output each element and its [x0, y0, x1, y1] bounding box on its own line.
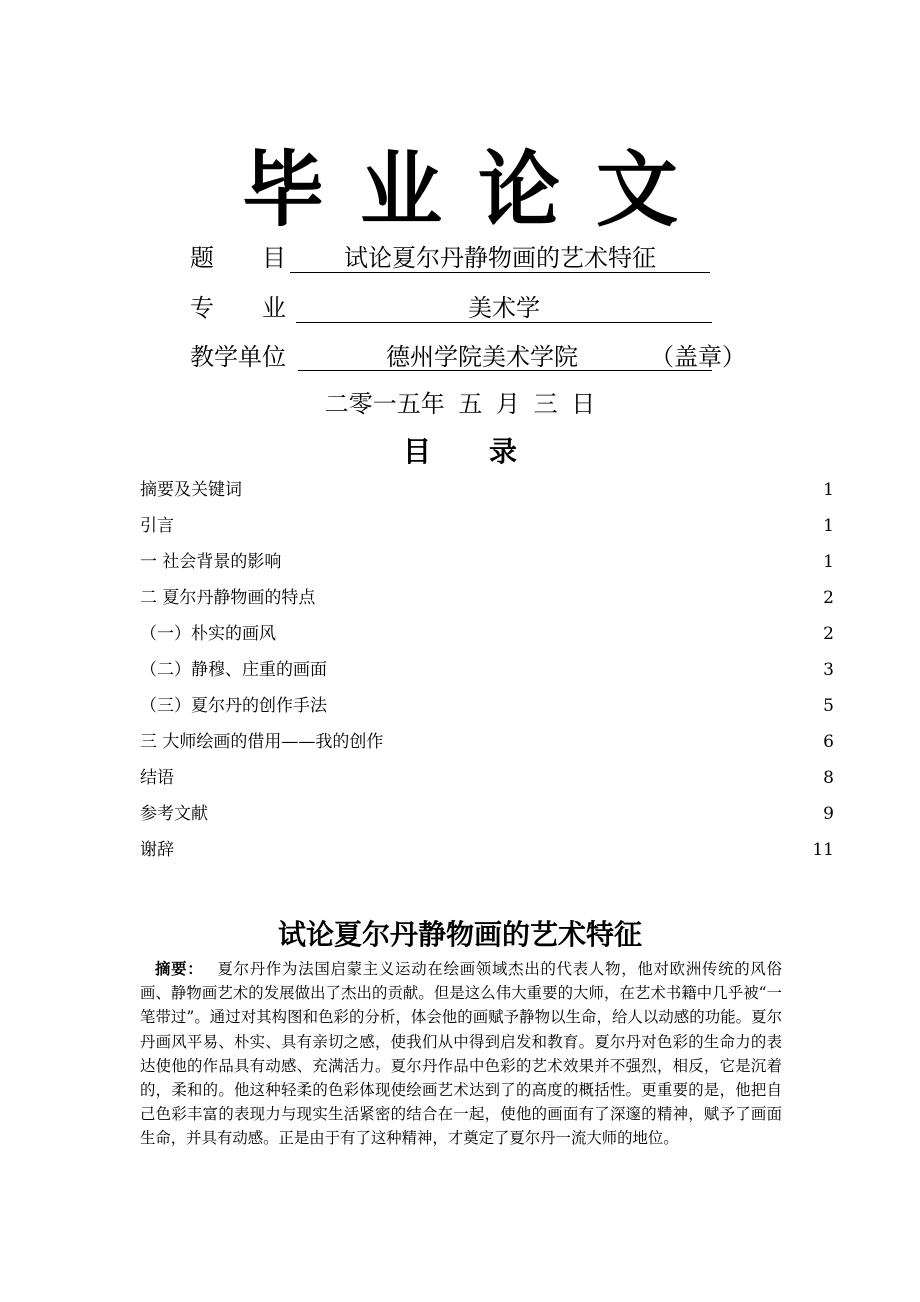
toc-item-page: 6 — [823, 732, 834, 752]
seal-note: （盖章） — [650, 343, 746, 371]
toc-item-page: 9 — [823, 804, 834, 824]
abstract-paragraph — [140, 957, 782, 1151]
toc-item-label: 引言 — [140, 516, 174, 536]
toc-item[interactable] — [140, 508, 834, 544]
toc-item-label: （三）夏尔丹的创作手法 — [140, 696, 327, 716]
toc-heading-second: 录 — [489, 435, 518, 468]
topic-label: 题 目 — [190, 244, 286, 272]
abstract-text: 夏尔丹作为法国启蒙主义运动在绘画领域杰出的代表人物，他对欧洲传统的风俗画、静物画艺术的发展做出了杰出的贡献。但是这么伟大重要的大师，在艺术书籍中几乎被“一笔带过”。通过对其构图和色彩的分析，体会他的画赋予静物以生命，给人以动感的功能。夏尔丹画风平易、朴实、具有亲切之感，使我们从中得到启发和教育。夏尔丹对色彩的生命力的表达使他的作品具有动感、充满活力。夏尔丹作品中色彩的艺术效果并不强烈，相反，它是沉着的，柔和的。他这种轻柔的色彩体现使绘画艺术达到了的高度的概括性。更重要的是，他把自己色彩丰富的表现力与现实生活紧密的结合在一起，使他的画面有了深邃的精神，赋予了画面生命，并具有动感。正是由于有了这种精神，才奠定了夏尔丹一流大师的地位。 — [140, 960, 782, 1148]
toc-item[interactable] — [140, 760, 834, 796]
toc-item-label: 一 社会背景的影响 — [140, 552, 282, 572]
toc-item[interactable] — [140, 544, 834, 580]
toc-item-label: （二）静穆、庄重的画面 — [140, 660, 327, 680]
toc-item[interactable] — [140, 616, 834, 652]
toc-item[interactable] — [140, 580, 834, 616]
topic-field — [190, 238, 750, 278]
toc-item-page: 5 — [823, 696, 834, 716]
toc-item-label: 谢辞 — [140, 840, 174, 860]
toc-item-page: 1 — [823, 516, 834, 536]
toc-item-page: 8 — [823, 768, 834, 788]
toc-heading-first: 目 — [402, 435, 431, 468]
toc-item-label: 结语 — [140, 768, 174, 788]
toc-item-page: 1 — [823, 552, 834, 572]
toc-item[interactable] — [140, 796, 834, 832]
toc-item-label: 二 夏尔丹静物画的特点 — [140, 588, 316, 608]
table-of-contents — [140, 472, 834, 868]
abstract-label: 摘要： — [155, 960, 204, 978]
toc-item[interactable] — [140, 688, 834, 724]
unit-label: 教学单位 — [190, 343, 286, 371]
toc-item-label: 三 大师绘画的借用——我的创作 — [140, 732, 384, 752]
thesis-cover-title: 毕业论文 — [241, 142, 714, 238]
unit-value: 德州学院美术学院 — [298, 343, 712, 371]
article-title: 试论夏尔丹静物画的艺术特征 — [277, 918, 642, 951]
major-value: 美术学 — [296, 294, 712, 323]
toc-item[interactable] — [140, 832, 834, 868]
toc-item[interactable] — [140, 472, 834, 508]
toc-item-page: 11 — [812, 840, 834, 860]
major-label: 专 业 — [190, 294, 286, 322]
topic-value: 试论夏尔丹静物画的艺术特征 — [290, 244, 710, 273]
toc-item-page: 3 — [823, 660, 834, 680]
unit-field — [190, 337, 750, 377]
submission-date: 二零一五年 五 月 三 日 — [324, 390, 596, 418]
toc-item-page: 2 — [823, 588, 834, 608]
toc-item[interactable] — [140, 652, 834, 688]
toc-item[interactable] — [140, 724, 834, 760]
toc-item-page: 1 — [823, 480, 834, 500]
toc-item-page: 2 — [823, 624, 834, 644]
toc-item-label: 摘要及关键词 — [140, 480, 242, 500]
toc-item-label: 参考文献 — [140, 804, 208, 824]
major-field — [190, 288, 750, 328]
toc-heading — [0, 432, 920, 472]
toc-item-label: （一）朴实的画风 — [140, 624, 276, 644]
